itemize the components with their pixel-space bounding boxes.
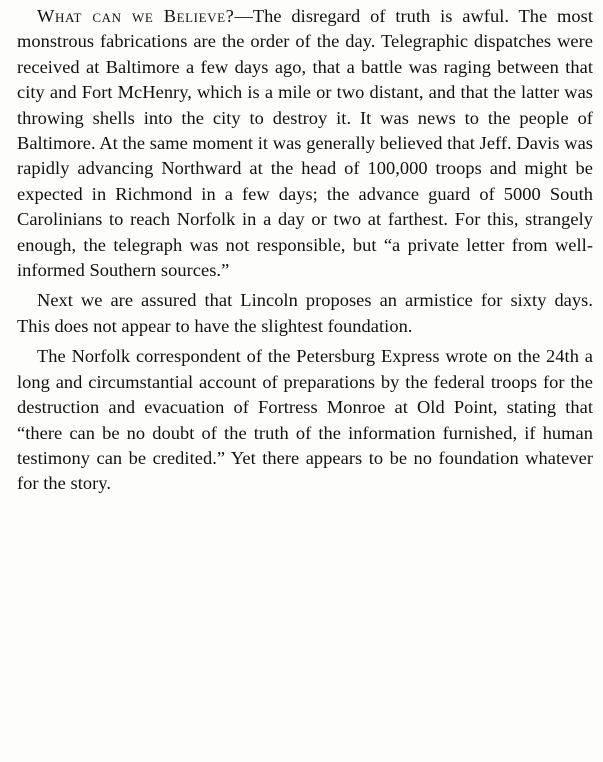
paragraph-1-text: —The disregard of truth is awful. The most monstrous fabrications are the order of the day. Telegraphic dispatches were received at Baltimore a few days ago, that a battle was raging between that city and Fort McHenry, which is a mile or two distant, and that the latter was throwing shells into the city to destroy it. It was news to the people of Baltimore. At the same moment it was generally believed that Jeff. Davis was rapidly advancing Northward at the head of 100,000 troops and might be expected in Richmond in a few days; the advance guard of 5000 South Carolinians to reach Norfolk in a day or two at farthest. For this, strangely enough, the telegraph was not responsible, but “a private letter from well-informed Southern sources.” [17, 6, 593, 281]
paragraph-1 [17, 4, 593, 283]
article-heading: What can we Believe? [37, 6, 235, 26]
paragraph-3 [17, 344, 593, 496]
paragraph-2 [17, 288, 593, 339]
paragraph-2-text: Next we are assured that Lincoln proposes an armistice for sixty days. This does not appear to have the slightest foundation. [17, 290, 593, 336]
paragraph-3-text: The Norfolk correspondent of the Petersburg Express wrote on the 24th a long and circumstantial account of preparations by the federal troops for the destruction and evacuation of Fortress Monroe at Old Point, stating that “there can be no doubt of the truth of the information furnished, if human testimony can be credited.” Yet there appears to be no foundation whatever for the story. [17, 346, 593, 494]
